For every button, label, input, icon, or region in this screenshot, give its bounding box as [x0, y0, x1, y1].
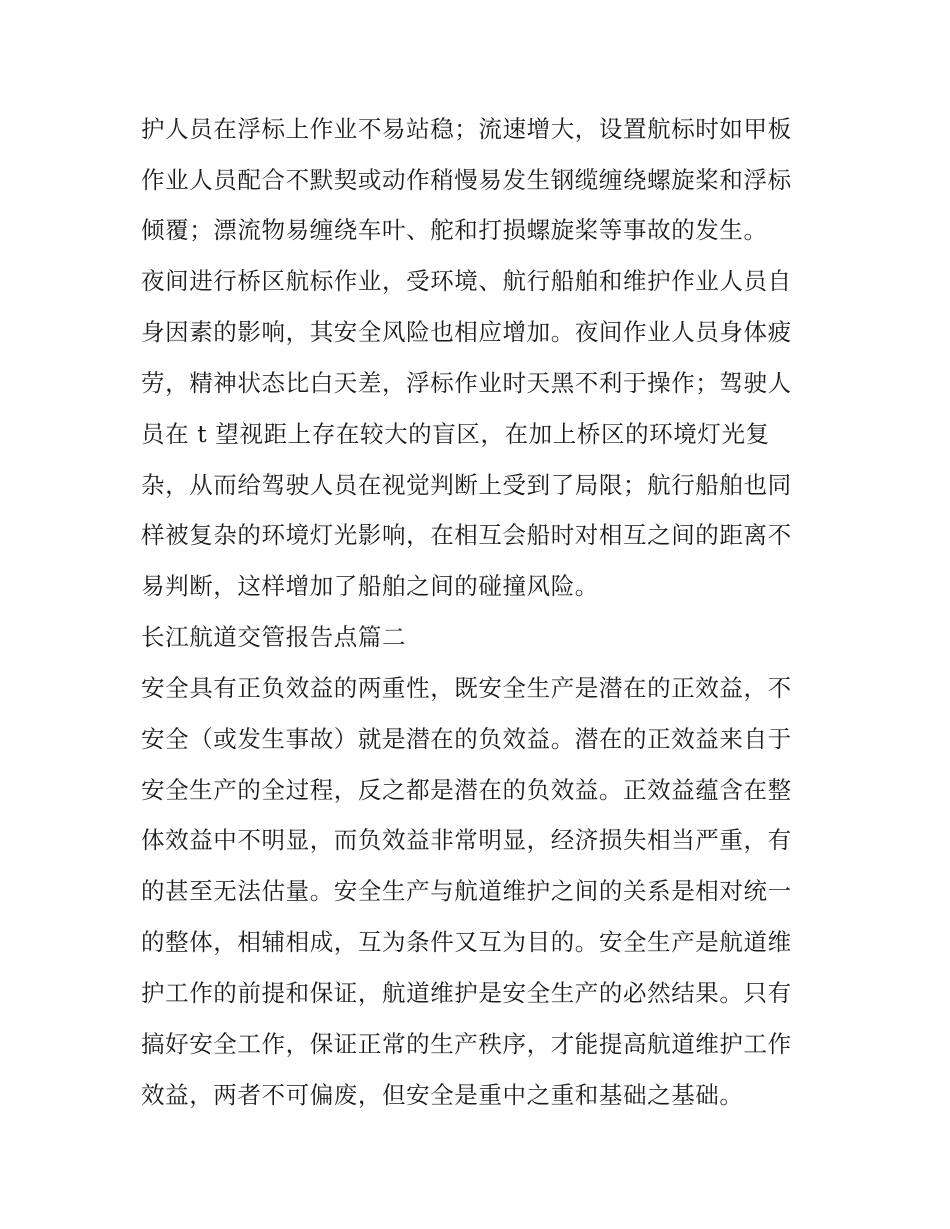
- text-line: 倾覆；漂流物易缠绕车叶、舵和打损螺旋桨等事故的发生。: [141, 216, 768, 244]
- text-line: 作业人员配合不默契或动作稍慢易发生钢缆缠绕螺旋桨和浮标: [141, 166, 792, 194]
- text-line: 护人员在浮标上作业不易站稳；流速增大，设置航标时如甲板: [141, 115, 792, 143]
- text-line: 易判断，这样增加了船舶之间的碰撞风险。: [141, 572, 599, 600]
- text-line: 安全具有正负效益的两重性，既安全生产是潜在的正效益，不: [141, 674, 792, 702]
- text-line: 劳，精神状态比白天差，浮标作业时天黑不利于操作；驾驶人: [141, 369, 792, 397]
- text-line: 身因素的影响，其安全风险也相应增加。夜间作业人员身体疲: [141, 318, 792, 346]
- text-line: 安全生产的全过程，反之都是潜在的负效益。正效益蕴含在整: [141, 776, 792, 804]
- text-line: 的甚至无法估量。安全生产与航道维护之间的关系是相对统一: [141, 877, 792, 905]
- text-line: 效益，两者不可偏废，但安全是重中之重和基础之基础。: [141, 1081, 744, 1109]
- text-line: 样被复杂的环境灯光影响，在相互会船时对相互之间的距离不: [141, 521, 792, 549]
- text-line: 护工作的前提和保证，航道维护是安全生产的必然结果。只有: [141, 979, 792, 1007]
- text-line: 杂，从而给驾驶人员在视觉判断上受到了局限；航行船舶也同: [141, 471, 792, 499]
- text-line: 夜间进行桥区航标作业，受环境、航行船舶和维护作业人员自: [141, 267, 792, 295]
- section-heading: 长江航道交管报告点篇二: [141, 623, 407, 651]
- text-line: 搞好安全工作，保证正常的生产秩序，才能提高航道维护工作: [141, 1030, 792, 1058]
- text-line: 体效益中不明显，而负效益非常明显，经济损失相当严重，有: [141, 826, 792, 854]
- text-line: 安全（或发生事故）就是潜在的负效益。潜在的正效益来自于: [141, 725, 792, 753]
- text-line: 员在 t 望视距上存在较大的盲区，在加上桥区的环境灯光复: [141, 420, 770, 448]
- text-line: 的整体，相辅相成，互为条件又互为目的。安全生产是航道维: [141, 928, 792, 956]
